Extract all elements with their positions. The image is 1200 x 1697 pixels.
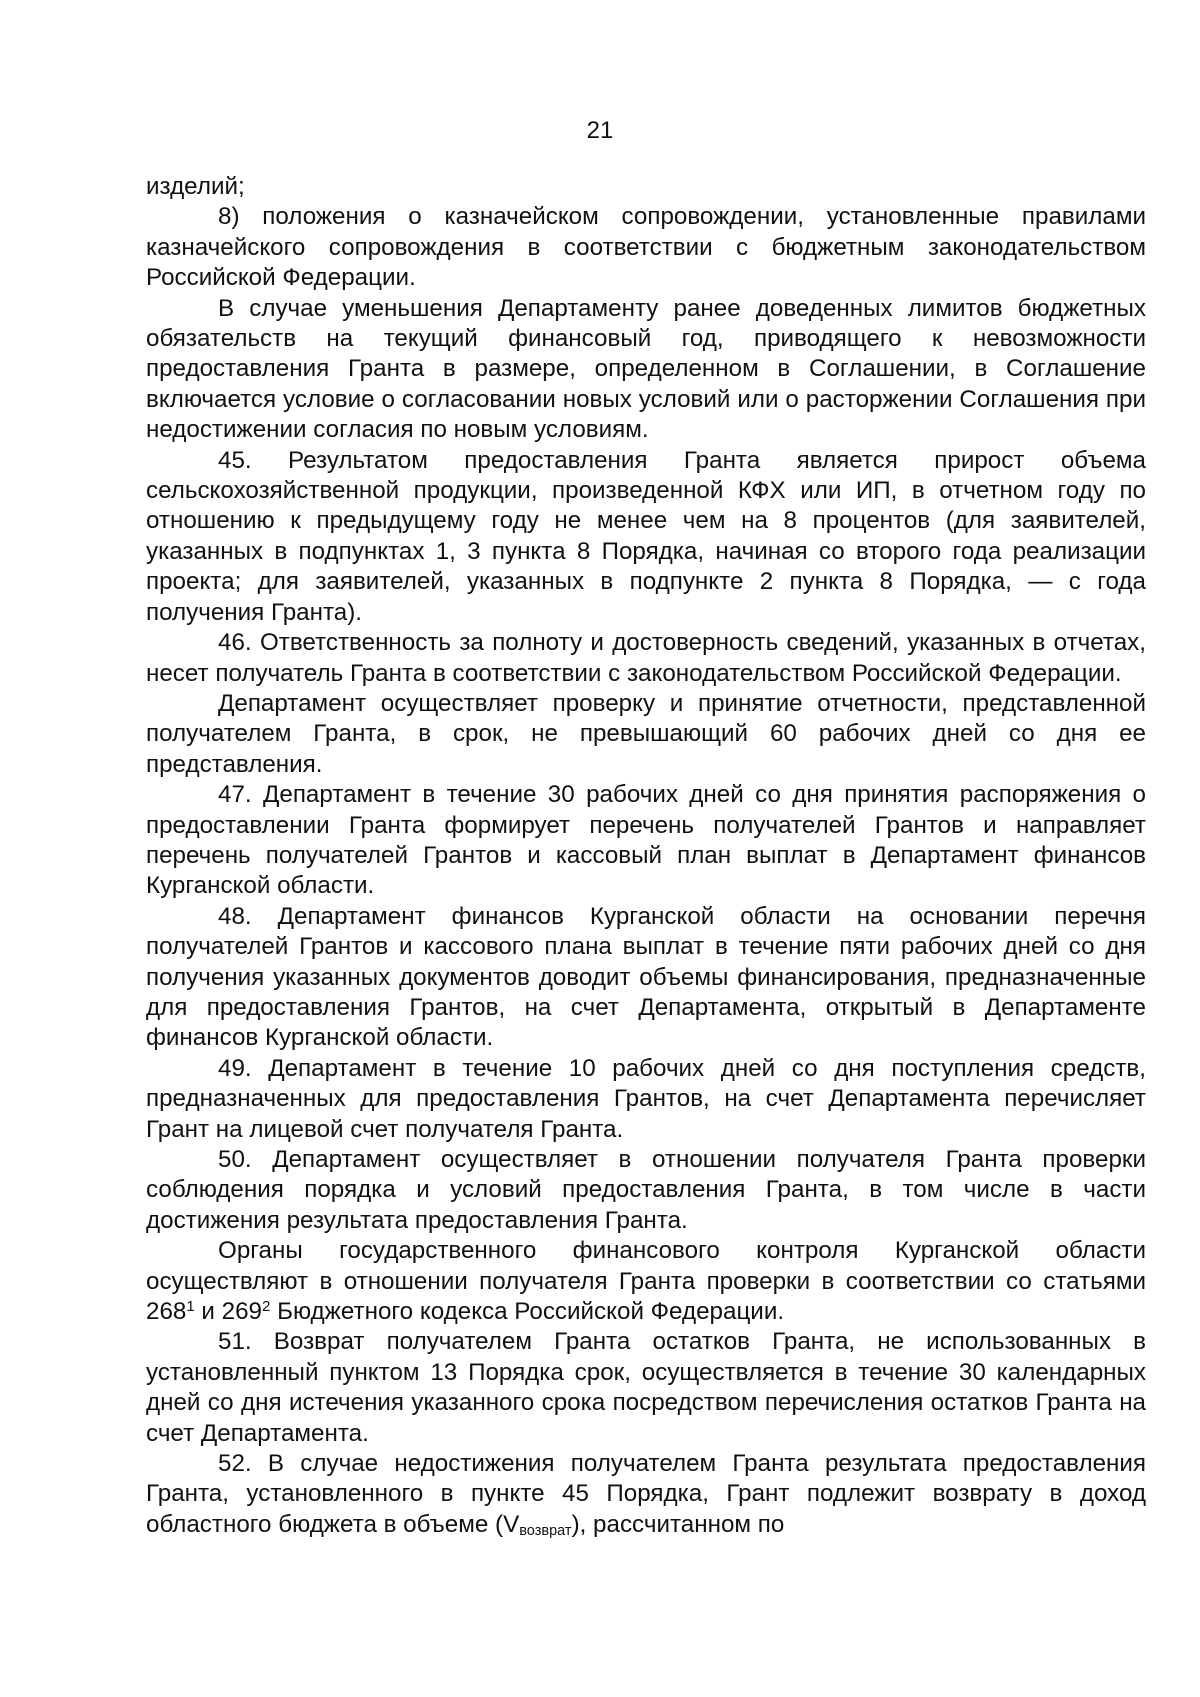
paragraph: 48. Департамент финансов Курганской области на основании перечня получателей Грантов и кассового плана выплат в течение пяти рабочих дней со дня получения указанных документов доводит объемы финансирования, предназначенные для предоставления Грантов, на счет Департамента, открытый в Департаменте финансов Курганской области.	[146, 902, 1146, 1052]
paragraph-budget-code	[146, 1236, 1146, 1327]
document-body	[146, 172, 1146, 1540]
paragraph: 50. Департамент осуществляет в отношении получателя Гранта проверки соблюдения порядка и условий предоставления Гранта, в том числе в части достижения результата предоставления Гранта.	[146, 1146, 1146, 1234]
paragraph: 46. Ответственность за полноту и достоверность сведений, указанных в отчетах, несет получатель Гранта в соответствии с законодательством Российской Федерации.	[146, 629, 1146, 687]
page-number: 21	[586, 117, 614, 144]
superscript: 1	[186, 1297, 195, 1315]
paragraph: 8) положения о казначейском сопровождении, установленные правилами казначейского сопровождения в соответствии с бюджетным законодательством Российской Федерации.	[146, 203, 1146, 292]
paragraph-text: и 269	[194, 1298, 263, 1326]
superscript: 2	[262, 1297, 271, 1315]
paragraph: изделий;	[146, 173, 245, 200]
paragraph: 49. Департамент в течение 10 рабочих дней со дня поступления средств, предназначенных для предоставления Грантов, на счет Департамента перечисляет Грант на лицевой счет получателя Гранта.	[146, 1054, 1146, 1143]
paragraph: 51. Возврат получателем Гранта остатков Гранта, не использованных в установленный пунктом 13 Порядка срок, осуществляется в течение 30 календарных дней со дня истечения указанного срока посредством перечисления остатков Гранта на счет Департамента.	[146, 1328, 1146, 1447]
subscript: возврат	[519, 1522, 572, 1539]
paragraph: 47. Департамент в течение 30 рабочих дней со дня принятия распоряжения о предоставлении Гранта формирует перечень получателей Грантов и направляет перечень получателей Грантов и кассовый план выплат в Департамент финансов Курганской области.	[146, 781, 1146, 900]
paragraph-text: ), рассчитанном по	[571, 1510, 785, 1538]
paragraph: 45. Результатом предоставления Гранта является прирост объема сельскохозяйственной продукции, произведенной КФХ или ИП, в отчетном году по отношению к предыдущему году не менее чем на 8 процентов (для заявителей, указанных в подпунктах 1, 3 пункта 8 Порядка, начиная со второго года реализации проекта; для заявителей, указанных в подпункте 2 пункта 8 Порядка, — с года получения Гранта).	[146, 446, 1146, 626]
paragraph: В случае уменьшения Департаменту ранее доведенных лимитов бюджетных обязательств на текущий финансовый год, приводящего к невозможности предоставления Гранта в размере, определенном в Соглашении, в Соглашение включается условие о согласовании новых условий или о расторжении Соглашения при недостижении согласия по новым условиям.	[146, 294, 1146, 444]
paragraph-text: 52. В случае недостижения получателем Гранта результата предоставления Гранта, установленного в пункте 45 Порядка, Грант подлежит возврату в доход областного бюджета в объеме (V	[146, 1450, 1146, 1538]
paragraph-text: Органы государственного финансового контроля Курганской области осуществляют в отношении получателя Гранта проверки в соответствии со статьями 268	[146, 1237, 1146, 1326]
paragraph-text: Бюджетного кодекса Российской Федерации.	[270, 1298, 785, 1326]
paragraph-refund-formula	[146, 1449, 1146, 1540]
paragraph: Департамент осуществляет проверку и принятие отчетности, представленной получателем Гранта, в срок, не превышающий 60 рабочих дней со дня ее представления.	[146, 689, 1146, 778]
